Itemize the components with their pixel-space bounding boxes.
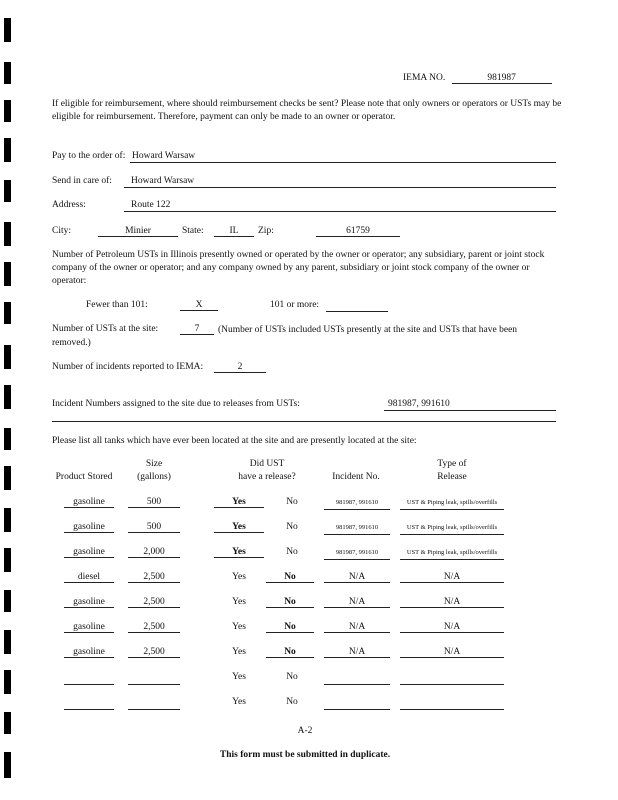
address-line	[124, 211, 556, 212]
fewer-label: Fewer than 101:	[86, 300, 148, 310]
no-cell: No	[266, 647, 314, 658]
usts-site-value: 7	[180, 324, 214, 335]
no-cell: No	[286, 672, 298, 682]
product-cell: diesel	[64, 572, 114, 583]
state-label: State:	[182, 226, 204, 236]
pay-to-label: Pay to the order of:	[52, 151, 126, 161]
table-row	[0, 647, 618, 661]
address-value: Route 122	[131, 200, 171, 210]
iema-number: 981987	[452, 73, 552, 84]
incident-cell: 981987, 991610	[324, 497, 390, 510]
iema-label: IEMA NO.	[403, 73, 446, 83]
separator-line	[52, 421, 556, 422]
incident-numbers-line	[384, 410, 556, 411]
usts-site-note: (Number of USTs included USTs presently at the site and USTs that have been removed.)	[52, 325, 518, 348]
size-cell: 500	[128, 522, 180, 533]
size-cell: 500	[128, 497, 180, 508]
more-label: 101 or more:	[270, 300, 320, 310]
yes-cell: Yes	[232, 647, 246, 657]
table-row	[0, 572, 618, 586]
pay-to-value: Howard Warsaw	[132, 151, 196, 161]
city-label: City:	[52, 226, 72, 236]
header-size-1: Size	[145, 459, 163, 469]
yes-cell: Yes	[232, 622, 246, 632]
header-release-1: Did UST	[249, 459, 285, 469]
header-type-1: Type of	[437, 459, 467, 469]
care-of-label: Send in care of:	[52, 176, 112, 186]
incident-cell: 981987, 991610	[324, 522, 390, 535]
incident-cell: N/A	[324, 647, 390, 658]
header-type-2: Release	[437, 472, 467, 482]
incident-cell: N/A	[324, 622, 390, 633]
type-cell: UST & Piping leak, spills/overfills	[400, 497, 504, 510]
table-row	[0, 622, 618, 636]
product-cell: gasoline	[64, 647, 114, 658]
fewer-value: X	[180, 300, 218, 311]
no-cell: No	[266, 597, 314, 608]
size-cell	[128, 697, 180, 710]
type-cell: UST & Piping leak, spills/overfills	[400, 547, 504, 560]
type-cell: N/A	[400, 597, 504, 608]
zip-label: Zip:	[258, 226, 274, 236]
address-label: Address:	[52, 200, 86, 210]
incident-numbers-label: Incident Numbers assigned to the site due to releases from USTs:	[52, 399, 300, 409]
table-row	[0, 522, 618, 536]
product-cell	[64, 697, 114, 710]
incident-cell: N/A	[324, 597, 390, 608]
size-cell: 2,500	[128, 647, 180, 658]
more-value	[326, 300, 388, 312]
size-cell: 2,500	[128, 572, 180, 583]
type-cell	[400, 672, 504, 685]
no-cell: No	[286, 522, 298, 532]
type-cell: N/A	[400, 647, 504, 658]
zip-value: 61759	[316, 226, 400, 237]
incident-cell: 981987, 991610	[324, 547, 390, 560]
incident-numbers-value: 981987, 991610	[388, 399, 450, 409]
yes-cell: Yes	[214, 522, 264, 533]
pay-to-line	[130, 162, 556, 163]
table-row	[0, 672, 618, 686]
yes-cell: Yes	[214, 547, 264, 558]
header-product: Product Stored	[55, 472, 113, 482]
page-number: A-2	[297, 726, 313, 736]
intro-text: If eligible for reimbursement, where should reimbursement checks be sent? Please note that only owners or operators or USTs may be eligible for reimbursement. Therefore, payment can only be made to an owner or operator.	[52, 99, 562, 122]
product-cell	[64, 672, 114, 685]
care-of-value: Howard Warsaw	[131, 176, 195, 186]
incidents-label: Number of incidents reported to IEMA:	[52, 362, 204, 372]
product-cell: gasoline	[64, 597, 114, 608]
table-row	[0, 697, 618, 711]
product-cell: gasoline	[64, 547, 114, 558]
yes-cell: Yes	[232, 697, 246, 707]
yes-cell: Yes	[232, 572, 246, 582]
header-release-2: have a release?	[238, 472, 296, 482]
yes-cell: Yes	[232, 672, 246, 682]
city-value: Minier	[98, 226, 178, 237]
care-of-line	[124, 187, 556, 188]
product-cell: gasoline	[64, 522, 114, 533]
size-cell: 2,500	[128, 597, 180, 608]
product-cell: gasoline	[64, 497, 114, 508]
table-row	[0, 547, 618, 561]
size-cell: 2,500	[128, 622, 180, 633]
table-row	[0, 497, 618, 511]
iema-number-row	[403, 73, 552, 84]
yes-cell: Yes	[232, 597, 246, 607]
size-cell: 2,000	[128, 547, 180, 558]
incident-cell	[324, 672, 390, 685]
header-size-2: (gallons)	[137, 472, 171, 482]
yes-cell: Yes	[214, 497, 264, 508]
duplicate-note: This form must be submitted in duplicate.	[219, 750, 391, 760]
no-cell: No	[266, 622, 314, 633]
type-cell: UST & Piping leak, spills/overfills	[400, 522, 504, 535]
incident-cell	[324, 697, 390, 710]
tanks-text: Please list all tanks which have ever been located at the site and are presently located at the site:	[52, 436, 417, 446]
ownership-text: Number of Petroleum USTs in Illinois presently owned or operated by the owner or operator; any subsidiary, parent or joint stock company of the owner or operator; and any company owned by any parent, subsidiary or joint stock company of the owner or operator:	[52, 250, 545, 286]
type-cell: N/A	[400, 572, 504, 583]
no-cell: No	[286, 697, 298, 707]
no-cell: No	[266, 572, 314, 583]
type-cell: N/A	[400, 622, 504, 633]
incident-cell: N/A	[324, 572, 390, 583]
product-cell: gasoline	[64, 622, 114, 633]
state-value: IL	[214, 226, 254, 237]
table-row	[0, 597, 618, 611]
usts-site-label: Number of USTs at the site:	[52, 324, 159, 334]
no-cell: No	[286, 497, 298, 507]
type-cell	[400, 697, 504, 710]
size-cell	[128, 672, 180, 685]
incidents-value: 2	[214, 362, 266, 373]
no-cell: No	[286, 547, 298, 557]
header-incident: Incident No.	[332, 472, 380, 482]
